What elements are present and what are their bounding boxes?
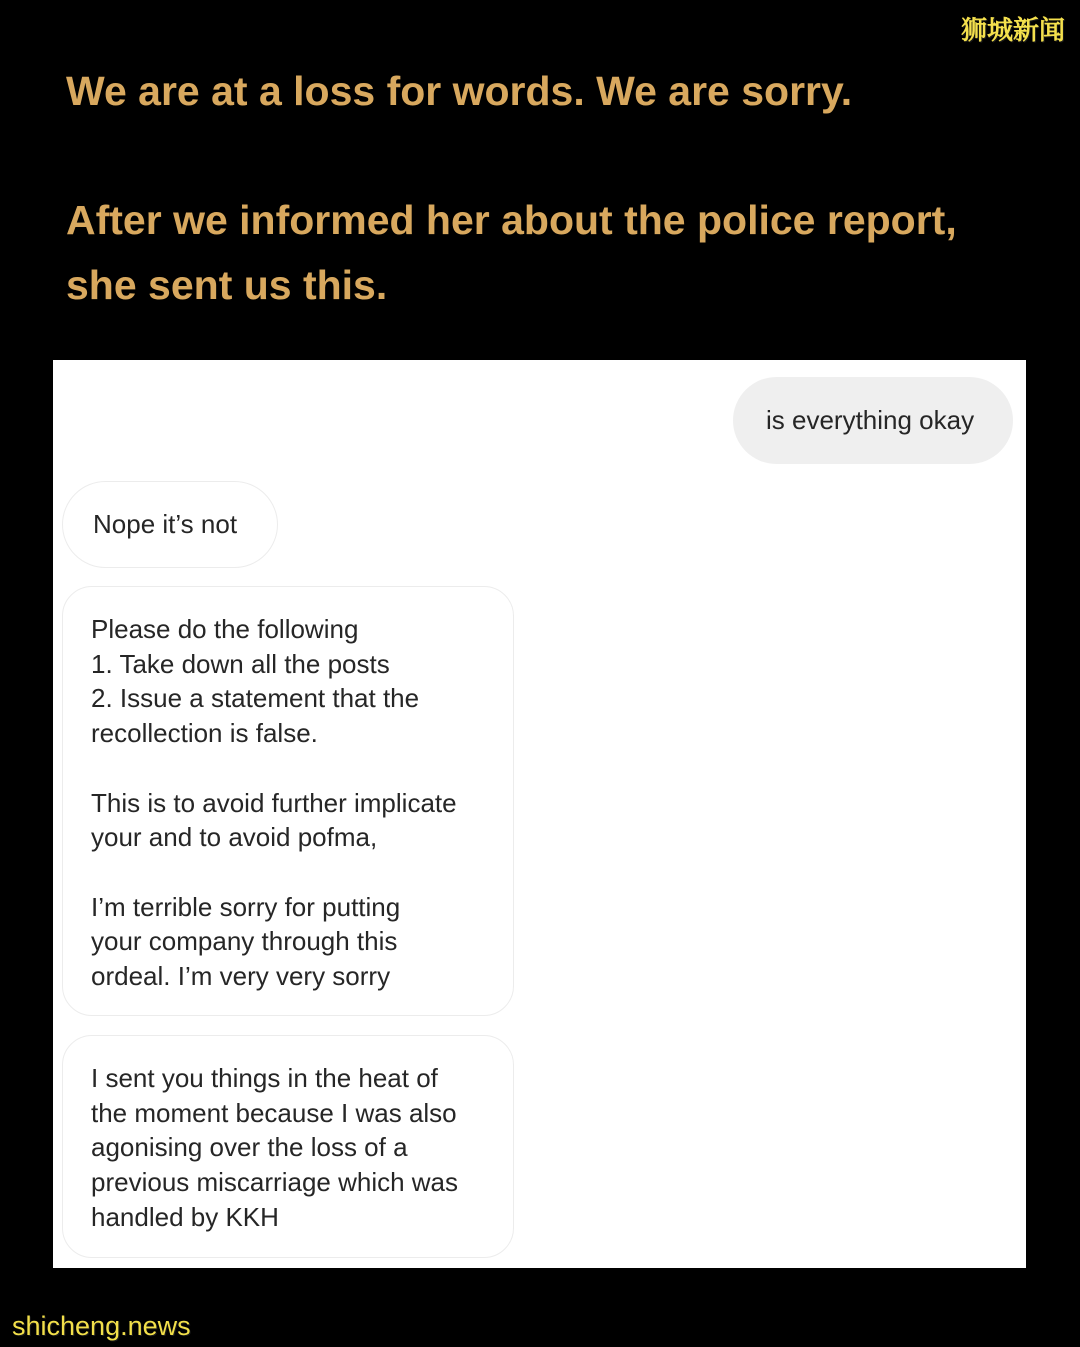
heading-line-1: We are at a loss for words. We are sorry.	[66, 68, 853, 114]
message-bubble-received: I sent you things in the heat of the moment because I was also agonising over the loss of a previous miscarriage which was handled by KKH	[62, 1035, 514, 1258]
heading-line-2: After we informed her about the police report,	[66, 197, 957, 243]
message-bubble-received: Please do the following 1. Take down all the posts 2. Issue a statement that the recollection is false. This is to avoid further implicate your and to avoid pofma, I’m terrible sorry for putting your company through this ordeal. I’m very very sorry	[62, 586, 514, 1016]
message-bubble-sent: is everything okay	[733, 377, 1013, 464]
chat-screenshot-panel	[53, 360, 1026, 1268]
watermark-bottom-left: shicheng.news	[12, 1311, 191, 1341]
message-bubble-received: Nope it’s not	[62, 481, 278, 568]
watermark-top-right: 狮城新闻	[960, 16, 1065, 46]
heading-line-3: she sent us this.	[66, 262, 388, 308]
